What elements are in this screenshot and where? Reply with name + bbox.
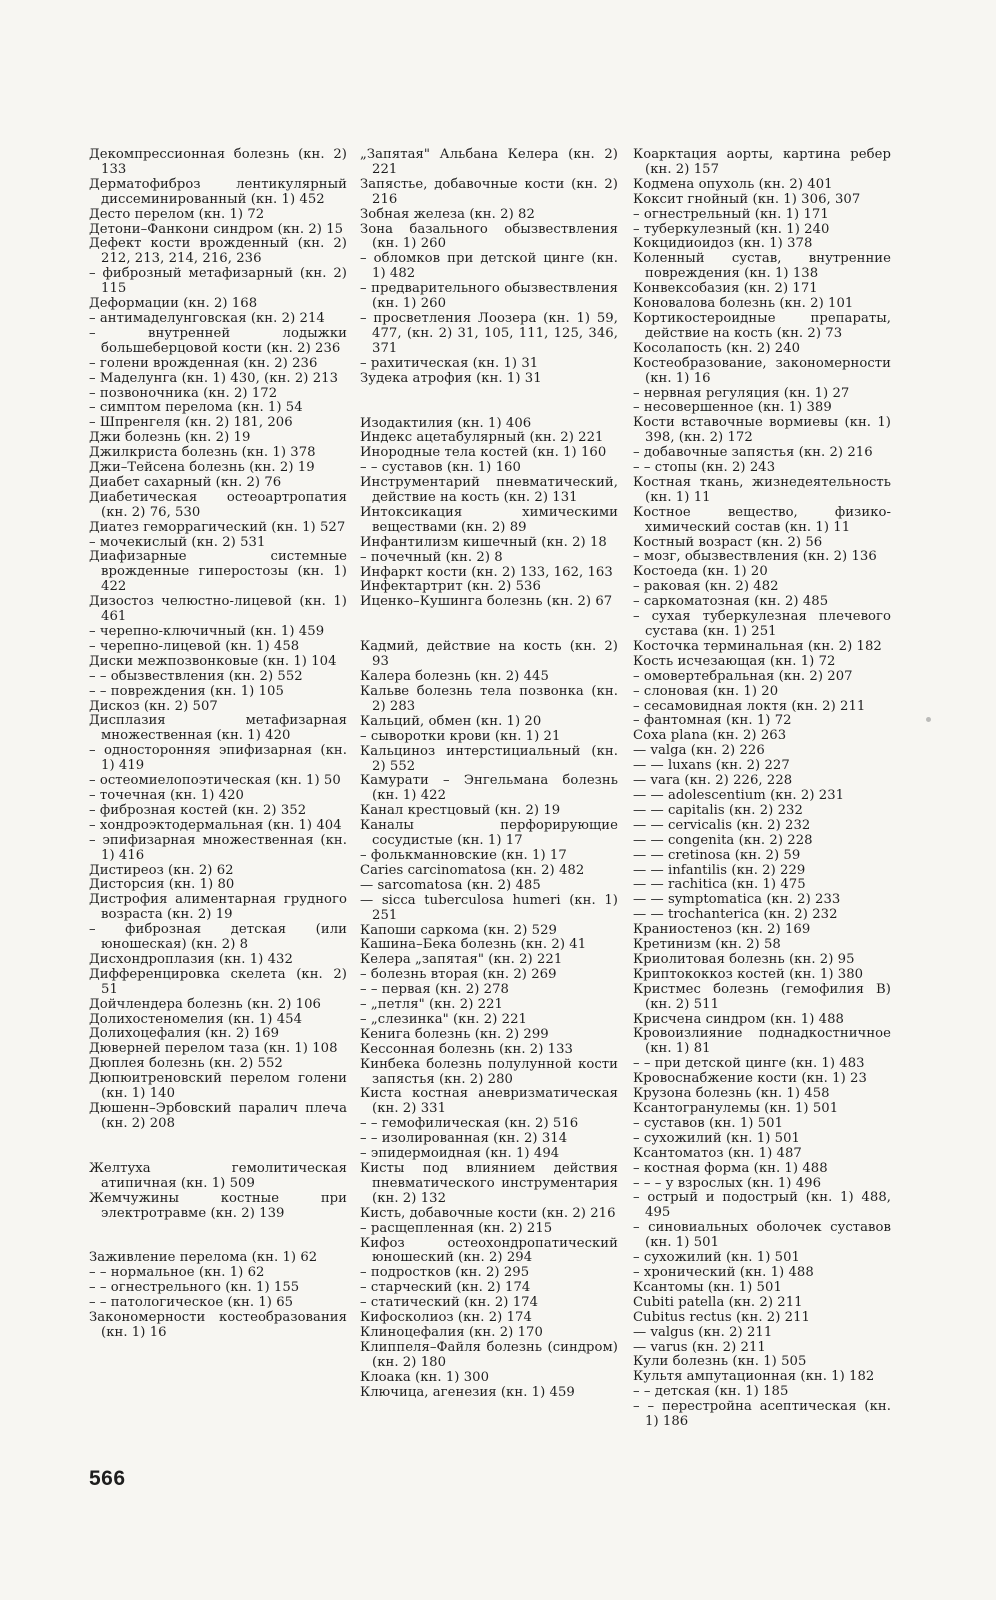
index-entry: – фиброзный метафизарный (кн. 2) 115 bbox=[89, 266, 347, 297]
index-entry: Дискоз (кн. 2) 507 bbox=[89, 698, 218, 714]
index-entry: — sicca tuberculosa humeri (кн. 1) 251 bbox=[360, 892, 618, 923]
index-entry: Костоеда (кн. 1) 20 bbox=[633, 564, 768, 580]
index-entry: – Маделунга (кн. 1) 430, (кн. 2) 213 bbox=[89, 370, 339, 386]
index-entry: – – суставов (кн. 1) 160 bbox=[360, 460, 521, 476]
index-entry: Кальве болезнь тела позвонка (кн. 2) 283 bbox=[360, 684, 618, 714]
index-entry: – костная форма (кн. 1) 488 bbox=[633, 1160, 828, 1176]
index-entry: Ксантоматоз (кн. 1) 487 bbox=[633, 1145, 802, 1161]
index-column-2 bbox=[360, 148, 618, 1401]
index-entry: — vara (кн. 2) 226, 228 bbox=[633, 773, 793, 789]
index-entry: — — cervicalis (кн. 2) 232 bbox=[633, 817, 811, 833]
index-entry: – обломков при детской цинге (кн. 1) 482 bbox=[360, 251, 618, 282]
index-entry: Джи–Тейсена болезнь (кн. 2) 19 bbox=[89, 460, 315, 476]
index-entry: Криолитовая болезнь (кн. 2) 95 bbox=[633, 951, 855, 967]
index-entry: Клиппеля–Файля болезнь (синдром) (кн. 2) 180 bbox=[360, 1339, 618, 1370]
index-entry: Краниостеноз (кн. 2) 169 bbox=[633, 922, 811, 938]
index-column-3 bbox=[633, 148, 891, 1430]
index-entry: Канал крестцовый (кн. 2) 19 bbox=[360, 803, 561, 819]
index-entry: – эпифизарная множественная (кн. 1) 416 bbox=[89, 832, 347, 863]
index-entry: — — infantilis (кн. 2) 229 bbox=[633, 862, 806, 878]
index-entry: – раковая (кн. 2) 482 bbox=[633, 579, 779, 595]
index-entry: – статический (кн. 2) 174 bbox=[360, 1295, 539, 1311]
index-entry: Кровоснабжение кости (кн. 1) 23 bbox=[633, 1071, 867, 1087]
index-entry: – – изолированная (кн. 2) 314 bbox=[360, 1131, 568, 1147]
index-entry: Капоши саркома (кн. 2) 529 bbox=[360, 922, 557, 938]
index-entry: – огнестрельный (кн. 1) 171 bbox=[633, 206, 829, 222]
index-entry: – сухая туберкулезная плечевого сустава (кн. 1) 251 bbox=[633, 609, 891, 639]
index-entry: Дойчлендера болезнь (кн. 2) 106 bbox=[89, 996, 321, 1012]
index-entry: – рахитическая (кн. 1) 31 bbox=[360, 355, 539, 371]
index-entry: Дюпюитреновский перелом голени (кн. 1) 140 bbox=[89, 1071, 347, 1102]
index-entry: Дисплазия метафизарная множественная (кн. 1) 420 bbox=[89, 713, 347, 744]
index-entry: Диски межпозвонковые (кн. 1) 104 bbox=[89, 653, 337, 669]
index-entry: Десто перелом (кн. 1) 72 bbox=[89, 206, 265, 222]
index-entry: Келера „запятая" (кн. 2) 221 bbox=[360, 952, 563, 968]
index-entry: – черепно-ключичный (кн. 1) 459 bbox=[89, 624, 325, 639]
index-entry: — — luxans (кн. 2) 227 bbox=[633, 758, 790, 774]
index-entry: Каналы перфорирующие сосудистые (кн. 1) 17 bbox=[360, 818, 618, 849]
index-entry: – фантомная (кн. 1) 72 bbox=[633, 713, 792, 729]
index-entry: – – повреждения (кн. 1) 105 bbox=[89, 683, 284, 699]
index-entry: Кость исчезающая (кн. 1) 72 bbox=[633, 653, 836, 669]
section-gap bbox=[360, 387, 618, 417]
index-entry: Дефект кости врожденный (кн. 2) 212, 213, 214, 216, 236 bbox=[89, 236, 347, 267]
index-entry: – болезнь вторая (кн. 2) 269 bbox=[360, 967, 557, 983]
index-entry: – добавочные запястья (кн. 2) 216 bbox=[633, 445, 873, 461]
index-entry: Иценко–Кушинга болезнь (кн. 2) 67 bbox=[360, 594, 613, 610]
index-entry: Инфаркт кости (кн. 2) 133, 162, 163 bbox=[360, 564, 613, 580]
index-entry: – фолькманновские (кн. 1) 17 bbox=[360, 847, 567, 863]
index-entry: Coxa plana (кн. 2) 263 bbox=[633, 728, 787, 744]
index-entry: – хронический (кн. 1) 488 bbox=[633, 1264, 814, 1280]
index-entry: Культя ампутационная (кн. 1) 182 bbox=[633, 1369, 875, 1385]
index-entry: Диафизарные системные врожденные гиперостозы (кн. 1) 422 bbox=[89, 549, 347, 595]
index-entry: Клоака (кн. 1) 300 bbox=[360, 1369, 490, 1385]
index-entry: – – первая (кн. 2) 278 bbox=[360, 982, 509, 998]
index-entry: Индекс ацетабулярный (кн. 2) 221 bbox=[360, 430, 604, 446]
index-entry: – черепно-лицевой (кн. 1) 458 bbox=[89, 638, 300, 654]
index-entry: – фиброзная детская (или юношеская) (кн. 2) 8 bbox=[89, 922, 347, 953]
index-entry: – сухожилий (кн. 1) 501 bbox=[633, 1130, 800, 1146]
index-entry: – суставов (кн. 1) 501 bbox=[633, 1115, 784, 1131]
index-entry: Дюшенн–Эрбовский паралич плеча (кн. 2) 208 bbox=[89, 1101, 347, 1131]
index-entry: Кессонная болезнь (кн. 2) 133 bbox=[360, 1041, 573, 1057]
index-entry: – саркоматозная (кн. 2) 485 bbox=[633, 594, 829, 610]
index-entry: Дифференцировка скелета (кн. 2) 51 bbox=[89, 966, 347, 997]
index-entry: Киста костная аневризматическая (кн. 2) 331 bbox=[360, 1086, 618, 1117]
index-entry: – сыворотки крови (кн. 1) 21 bbox=[360, 728, 561, 744]
index-entry: Инородные тела костей (кн. 1) 160 bbox=[360, 445, 607, 461]
index-entry: – просветления Лоозера (кн. 1) 59, 477, (кн. 2) 31, 105, 111, 125, 346, 371 bbox=[360, 310, 618, 356]
index-entry: Кашина–Бека болезнь (кн. 2) 41 bbox=[360, 937, 587, 953]
index-entry: Костеобразование, закономерности (кн. 1) 16 bbox=[633, 355, 891, 386]
index-entry: – – детская (кн. 1) 185 bbox=[633, 1384, 789, 1400]
index-entry: – подростков (кн. 2) 295 bbox=[360, 1265, 530, 1281]
index-entry: – хондроэктодермальная (кн. 1) 404 bbox=[89, 817, 342, 833]
index-entry: Кадмий, действие на кость (кн. 2) 93 bbox=[360, 639, 618, 670]
index-entry: – старческий (кн. 2) 174 bbox=[360, 1280, 531, 1296]
index-entry: Дюплея болезнь (кн. 2) 552 bbox=[89, 1056, 283, 1072]
index-entry: Cubiti patella (кн. 2) 211 bbox=[633, 1294, 803, 1310]
index-entry: Инструментарий пневматический, действие на кость (кн. 2) 131 bbox=[360, 475, 618, 506]
index-entry: Кортикостероидные препараты, действие на кость (кн. 2) 73 bbox=[633, 310, 891, 341]
index-entry: — — symptomatica (кн. 2) 233 bbox=[633, 892, 841, 908]
index-entry: Кодмена опухоль (кн. 2) 401 bbox=[633, 176, 833, 192]
index-entry: — valgus (кн. 2) 211 bbox=[633, 1324, 773, 1340]
index-entry: – фиброзная костей (кн. 2) 352 bbox=[89, 802, 307, 818]
index-entry: – – перестройна асептическая (кн. 1) 186 bbox=[633, 1399, 891, 1430]
index-entry: Джилкриста болезнь (кн. 1) 378 bbox=[89, 445, 316, 461]
index-entry: – „петля" (кн. 2) 221 bbox=[360, 997, 503, 1013]
index-entry: – острый и подострый (кн. 1) 488, 495 bbox=[633, 1190, 891, 1221]
index-entry: – расщепленная (кн. 2) 215 bbox=[360, 1220, 553, 1236]
index-entry: Коксит гнойный (кн. 1) 306, 307 bbox=[633, 191, 861, 207]
index-entry: Кости вставочные вормиевы (кн. 1) 398, (кн. 2) 172 bbox=[633, 415, 891, 446]
index-entry: — — capitalis (кн. 2) 232 bbox=[633, 802, 803, 818]
index-entry: – односторонняя эпифизарная (кн. 1) 419 bbox=[89, 743, 347, 774]
page-number: 566 bbox=[89, 1467, 126, 1490]
index-entry: Долихоцефалия (кн. 2) 169 bbox=[89, 1026, 280, 1042]
index-entry: Кифоз остеохондропатический юношеский (кн. 2) 294 bbox=[360, 1235, 618, 1266]
index-entry: „Запятая" Альбана Келера (кн. 2) 221 bbox=[360, 147, 618, 177]
index-entry: — — trochanterica (кн. 2) 232 bbox=[633, 907, 838, 923]
index-entry: Долихостеномелия (кн. 1) 454 bbox=[89, 1011, 303, 1027]
index-entry: – – нормальное (кн. 1) 62 bbox=[89, 1265, 265, 1281]
index-entry: Диабет сахарный (кн. 2) 76 bbox=[89, 474, 282, 490]
index-entry: – точечная (кн. 1) 420 bbox=[89, 787, 244, 803]
index-entry: Дисхондроплазия (кн. 1) 432 bbox=[89, 951, 293, 967]
section-gap bbox=[89, 1132, 347, 1162]
index-entry: – сухожилий (кн. 1) 501 bbox=[633, 1250, 800, 1266]
index-entry: Конвексобазия (кн. 2) 171 bbox=[633, 281, 818, 297]
index-entry: Инфектартрит (кн. 2) 536 bbox=[360, 579, 541, 595]
index-entry: – – огнестрельного (кн. 1) 155 bbox=[89, 1280, 300, 1296]
index-entry: – туберкулезный (кн. 1) 240 bbox=[633, 221, 830, 237]
index-entry: Кокцидиоидоз (кн. 1) 378 bbox=[633, 236, 813, 252]
index-entry: Кинбека болезнь полулунной кости запястья (кн. 2) 280 bbox=[360, 1056, 618, 1087]
index-entry: Костное вещество, физико-химический состав (кн. 1) 11 bbox=[633, 504, 891, 535]
index-entry: — sarcomatosa (кн. 2) 485 bbox=[360, 877, 541, 893]
index-entry: Зона базального обызвествления (кн. 1) 260 bbox=[360, 221, 618, 252]
index-entry: Дизостоз челюстно-лицевой (кн. 1) 461 bbox=[89, 594, 347, 625]
index-entry: Дистрофия алиментарная грудного возраста (кн. 2) 19 bbox=[89, 892, 347, 923]
index-entry: Желтуха гемолитическая атипичная (кн. 1) 509 bbox=[89, 1160, 347, 1191]
index-entry: Кровоизлияние поднадкостничное (кн. 1) 81 bbox=[633, 1026, 891, 1057]
index-entry: Кисть, добавочные кости (кн. 2) 216 bbox=[360, 1205, 616, 1221]
index-entry: Ксантогранулемы (кн. 1) 501 bbox=[633, 1101, 839, 1116]
index-entry: – нервная регуляция (кн. 1) 27 bbox=[633, 385, 850, 401]
index-entry: – голени врожденная (кн. 2) 236 bbox=[89, 355, 318, 371]
index-entry: Крузона болезнь (кн. 1) 458 bbox=[633, 1086, 830, 1102]
index-entry: – сесамовидная локтя (кн. 2) 211 bbox=[633, 698, 866, 714]
index-entry: Косточка терминальная (кн. 2) 182 bbox=[633, 638, 882, 654]
index-entry: Джи болезнь (кн. 2) 19 bbox=[89, 430, 251, 446]
section-gap bbox=[360, 610, 618, 640]
index-entry: Ксантомы (кн. 1) 501 bbox=[633, 1279, 782, 1295]
index-entry: Кифосколиоз (кн. 2) 174 bbox=[360, 1310, 532, 1326]
index-entry: Кенига болезнь (кн. 2) 299 bbox=[360, 1026, 549, 1042]
index-entry: — varus (кн. 2) 211 bbox=[633, 1339, 766, 1355]
index-entry: – мозг, обызвествления (кн. 2) 136 bbox=[633, 549, 877, 565]
index-entry: Caries carcinomatosa (кн. 2) 482 bbox=[360, 862, 585, 878]
index-entry: – – – у взрослых (кн. 1) 496 bbox=[633, 1175, 822, 1191]
index-entry: Зудека атрофия (кн. 1) 31 bbox=[360, 370, 542, 386]
index-entry: – мочекислый (кн. 2) 531 bbox=[89, 534, 266, 550]
index-entry: – Шпренгеля (кн. 2) 181, 206 bbox=[89, 415, 293, 431]
scan-speck bbox=[926, 717, 931, 722]
index-entry: – слоновая (кн. 1) 20 bbox=[633, 683, 779, 699]
index-entry: – антимаделунговская (кн. 2) 214 bbox=[89, 310, 325, 326]
index-entry: — valga (кн. 2) 226 bbox=[633, 743, 765, 759]
index-entry: Косолапость (кн. 2) 240 bbox=[633, 340, 801, 356]
index-entry: Крисчена синдром (кн. 1) 488 bbox=[633, 1011, 844, 1027]
index-entry: Зобная железа (кн. 2) 82 bbox=[360, 206, 535, 222]
index-entry: Калера болезнь (кн. 2) 445 bbox=[360, 669, 549, 685]
index-entry: Ключица, агенезия (кн. 1) 459 bbox=[360, 1384, 575, 1400]
index-entry: – эпидермоидная (кн. 1) 494 bbox=[360, 1146, 560, 1162]
index-entry: Cubitus rectus (кн. 2) 211 bbox=[633, 1309, 810, 1325]
index-entry: Декомпрессионная болезнь (кн. 2) 133 bbox=[89, 147, 347, 177]
index-entry: Костный возраст (кн. 2) 56 bbox=[633, 534, 823, 550]
index-entry: — — adolescentium (кн. 2) 231 bbox=[633, 787, 845, 803]
index-entry: Закономерности костеобразования (кн. 1) 16 bbox=[89, 1310, 347, 1340]
index-entry: – почечный (кн. 2) 8 bbox=[360, 549, 503, 565]
index-column-1 bbox=[89, 148, 347, 1341]
index-entry: Кальций, обмен (кн. 1) 20 bbox=[360, 713, 542, 729]
index-entry: – – патологическое (кн. 1) 65 bbox=[89, 1295, 294, 1311]
index-entry: — — cretinosa (кн. 2) 59 bbox=[633, 847, 801, 863]
index-entry: Кристмес болезнь (гемофилия В) (кн. 2) 511 bbox=[633, 981, 891, 1012]
index-entry: – – при детской цинге (кн. 1) 483 bbox=[633, 1056, 865, 1072]
index-entry: Кисты под влиянием действия пневматического инструментария (кн. 2) 132 bbox=[360, 1161, 618, 1206]
index-entry: Кретинизм (кн. 2) 58 bbox=[633, 937, 781, 953]
index-entry: – омовертебральная (кн. 2) 207 bbox=[633, 668, 853, 684]
index-entry: Клиноцефалия (кн. 2) 170 bbox=[360, 1324, 543, 1340]
index-entry: Деформации (кн. 2) 168 bbox=[89, 296, 258, 312]
section-gap bbox=[89, 1221, 347, 1251]
index-entry: Дистиреоз (кн. 2) 62 bbox=[89, 862, 234, 878]
index-entry: Дерматофиброз лентикулярный диссеминированный (кн. 1) 452 bbox=[89, 176, 347, 207]
index-entry: Диатез геморрагический (кн. 1) 527 bbox=[89, 519, 346, 535]
index-entry: Дисторсия (кн. 1) 80 bbox=[89, 877, 235, 893]
index-entry: Интоксикация химическими веществами (кн. 2) 89 bbox=[360, 504, 618, 535]
index-entry: Диабетическая остеоартропатия (кн. 2) 76, 530 bbox=[89, 489, 347, 520]
index-entry: Коарктация аорты, картина ребер (кн. 2) 157 bbox=[633, 147, 891, 177]
index-entry: Инфантилизм кишечный (кн. 2) 18 bbox=[360, 534, 607, 550]
index-entry: Детони–Фанкони синдром (кн. 2) 15 bbox=[89, 221, 344, 237]
index-entry: Костная ткань, жизнедеятельность (кн. 1) 11 bbox=[633, 474, 891, 505]
index-entry: Камурати – Энгельмана болезнь (кн. 1) 422 bbox=[360, 773, 618, 804]
index-entry: – – стопы (кн. 2) 243 bbox=[633, 460, 776, 476]
index-entry: Жемчужины костные при электротравме (кн. 2) 139 bbox=[89, 1190, 347, 1221]
index-entry: Дюверней перелом таза (кн. 1) 108 bbox=[89, 1041, 338, 1057]
index-entry: – предварительного обызвествления (кн. 1) 260 bbox=[360, 281, 618, 312]
index-entry: Кули болезнь (кн. 1) 505 bbox=[633, 1354, 807, 1370]
index-entry: – симптом перелома (кн. 1) 54 bbox=[89, 400, 303, 416]
index-entry: – синовиальных оболочек суставов (кн. 1) 501 bbox=[633, 1220, 891, 1251]
index-entry: – „слезинка" (кн. 2) 221 bbox=[360, 1011, 527, 1027]
index-entry: Заживление перелома (кн. 1) 62 bbox=[89, 1250, 318, 1266]
index-entry: Криптококкоз костей (кн. 1) 380 bbox=[633, 966, 864, 982]
index-entry: — — congenita (кн. 2) 228 bbox=[633, 832, 813, 848]
index-entry: Коленный сустав, внутренние повреждения (кн. 1) 138 bbox=[633, 251, 891, 282]
index-entry: – – гемофилическая (кн. 2) 516 bbox=[360, 1116, 579, 1132]
index-entry: Коновалова болезнь (кн. 2) 101 bbox=[633, 296, 854, 312]
index-entry: – несовершенное (кн. 1) 389 bbox=[633, 400, 832, 416]
index-entry: Изодактилия (кн. 1) 406 bbox=[360, 415, 532, 431]
index-entry: Кальциноз интерстициальный (кн. 2) 552 bbox=[360, 743, 618, 774]
index-entry: – позвоночника (кн. 2) 172 bbox=[89, 385, 278, 401]
index-entry: – остеомиелопоэтическая (кн. 1) 50 bbox=[89, 773, 341, 789]
index-entry: – – обызвествления (кн. 2) 552 bbox=[89, 668, 303, 684]
index-entry: Запястье, добавочные кости (кн. 2) 216 bbox=[360, 176, 618, 207]
index-entry: – внутренней лодыжки большеберцовой кости (кн. 2) 236 bbox=[89, 325, 347, 356]
index-entry: — — rachitica (кн. 1) 475 bbox=[633, 877, 806, 893]
